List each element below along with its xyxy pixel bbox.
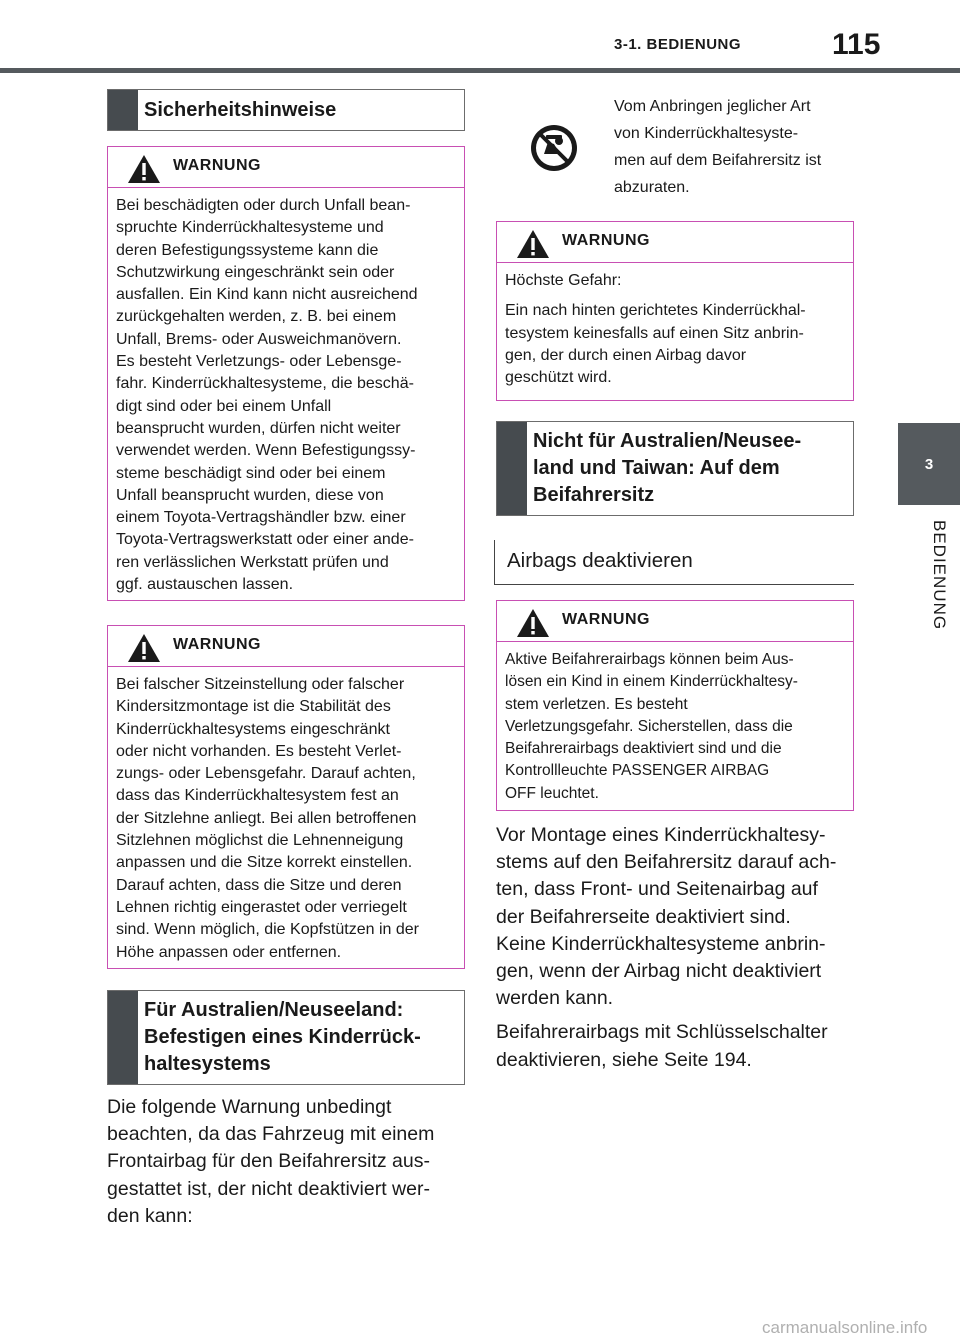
paragraph-airbag-deactivation: Vor Montage eines Kinderrückhaltesy- stems auf den Beifahrersitz darauf ach- ten, dass Front- und Seitenairbag auf der Beifahrerseite deaktiviert sind. Keine Kinderrückhaltesysteme anbrin- gen, wenn der Airbag nicht deaktiviert werden kann. Beifahrerairbags mit Schlüsselschalter deaktivieren, siehe Seite 194. [496, 824, 837, 1071]
warning-text: Ein nach hinten gerichtetes Kinderrückhal- tesystem keinesfalls auf einen Sitz anbrin- gen, der durch einen Airbag davor geschützt wird. [505, 302, 806, 387]
heading-bar [497, 422, 527, 515]
header-rule [0, 68, 960, 73]
warning-text: Höchste Gefahr: [505, 272, 622, 289]
heading-safety [107, 89, 465, 131]
warning-header [108, 626, 464, 667]
heading-text: Sicherheitshinweise [144, 98, 337, 121]
warning-title: WARNUNG [173, 636, 261, 653]
warning-header [497, 601, 853, 642]
heading-text: Für Australien/Neuseeland: Befestigen eines Kinderrück- haltesystems [144, 999, 421, 1075]
heading-bar [108, 90, 138, 130]
warning-box-rear-facing [496, 221, 854, 401]
chapter-tab: 3 [898, 423, 960, 505]
heading-text: Nicht für Australien/Neusee- land und Taiwan: Auf dem Beifahrersitz [533, 430, 802, 506]
warning-text: Bei falscher Sitzeinstellung oder falscher Kindersitzmontage ist die Stabilität des Kinderrückhaltesystems eingeschränkt oder nicht vorhanden. Es besteht Verlet- zungs- oder Lebensgefahr. Darauf achten, dass das Kinderrückhaltesystem fest an der Sitzlehne anliegt. Bei allen betroffenen Sitzlehnen möglichst die Lehnenneigung anpassen und die Sitze korrekt einstellen. Darauf achten, dass die Sitze und deren Lehnen richtig eingerastet oder verriegelt sind. Wenn möglich, die Kopfstützen in der Höhe anpassen oder entfernen. [116, 676, 419, 961]
warning-box-seat-adjustment [107, 625, 465, 969]
warning-body [108, 188, 464, 604]
warning-text: Bei beschädigten oder durch Unfall bean- spruchte Kinderrückhaltesysteme und deren Befestigungssysteme kann die Schutzwirkung eingeschränkt sein oder ausfallen. Ein Kind kann nicht ausreichend zurückgehalten werden, z. B. bei einem Unfall, Brems- oder Ausweichmanövern. Es besteht Verletzungs- oder Lebensge- fahr. Kinderrückhaltesysteme, die beschä- digt sind oder bei einem Unfall beansprucht wurden, dürfen nicht weiter verwendet werden. Wenn Befestigungssy- steme beschädigt sind oder bei einem Unfall beansprucht wurden, diese von einem Toyota-Vertragshändler bzw. einer Toyota-Vertragswerkstatt oder einer ande- ren verlässlichen Werkstatt prüfen und ggf. austauschen lassen. [116, 197, 418, 594]
no-child-seat-airbag-icon [530, 124, 578, 172]
page-number: 115 [832, 28, 881, 61]
subheading-airbags-deactivate: Airbags deaktivieren [494, 540, 854, 585]
note-no-child-seat: Vom Anbringen jeglicher Art von Kinderrückhaltesyste- men auf dem Beifahrersitz ist abzuraten. [614, 98, 822, 196]
warning-body [497, 263, 853, 397]
warning-title: WARNUNG [562, 611, 650, 628]
warning-triangle-icon [515, 607, 551, 639]
paragraph-frontairbag-note: Die folgende Warnung unbedingt beachten, da das Fahrzeug mit einem Frontairbag für den Beifahrersitz aus- gestattet ist, der nicht deaktiviert wer- den kann: [107, 1096, 435, 1227]
warning-title: WARNUNG [173, 157, 261, 174]
warning-header [497, 222, 853, 263]
warning-body [108, 667, 464, 972]
heading-australia [107, 990, 465, 1085]
warning-box-active-airbags [496, 600, 854, 811]
section-title: 3-1. BEDIENUNG [614, 36, 742, 53]
warning-title: WARNUNG [562, 232, 650, 249]
warning-triangle-icon [515, 228, 551, 260]
heading-bar [108, 991, 138, 1084]
watermark: carmanualsonline.info [762, 1318, 928, 1337]
warning-text: Aktive Beifahrerairbags können beim Aus- lösen ein Kind in einem Kinderrückhaltesy- stem verletzen. Es besteht Verletzungsgefahr. Sicherstellen, dass die Beifahrerairbags deaktiviert sind und die Kontrollleuchte PASSENGER AIRBAG OFF leuchtet. [505, 651, 798, 802]
warning-triangle-icon [126, 632, 162, 664]
warning-body [497, 642, 853, 813]
heading-not-australia [496, 421, 854, 516]
warning-header [108, 147, 464, 188]
warning-box-damaged-seats [107, 146, 465, 601]
warning-triangle-icon [126, 153, 162, 185]
chapter-label: BEDIENUNG [930, 520, 949, 631]
